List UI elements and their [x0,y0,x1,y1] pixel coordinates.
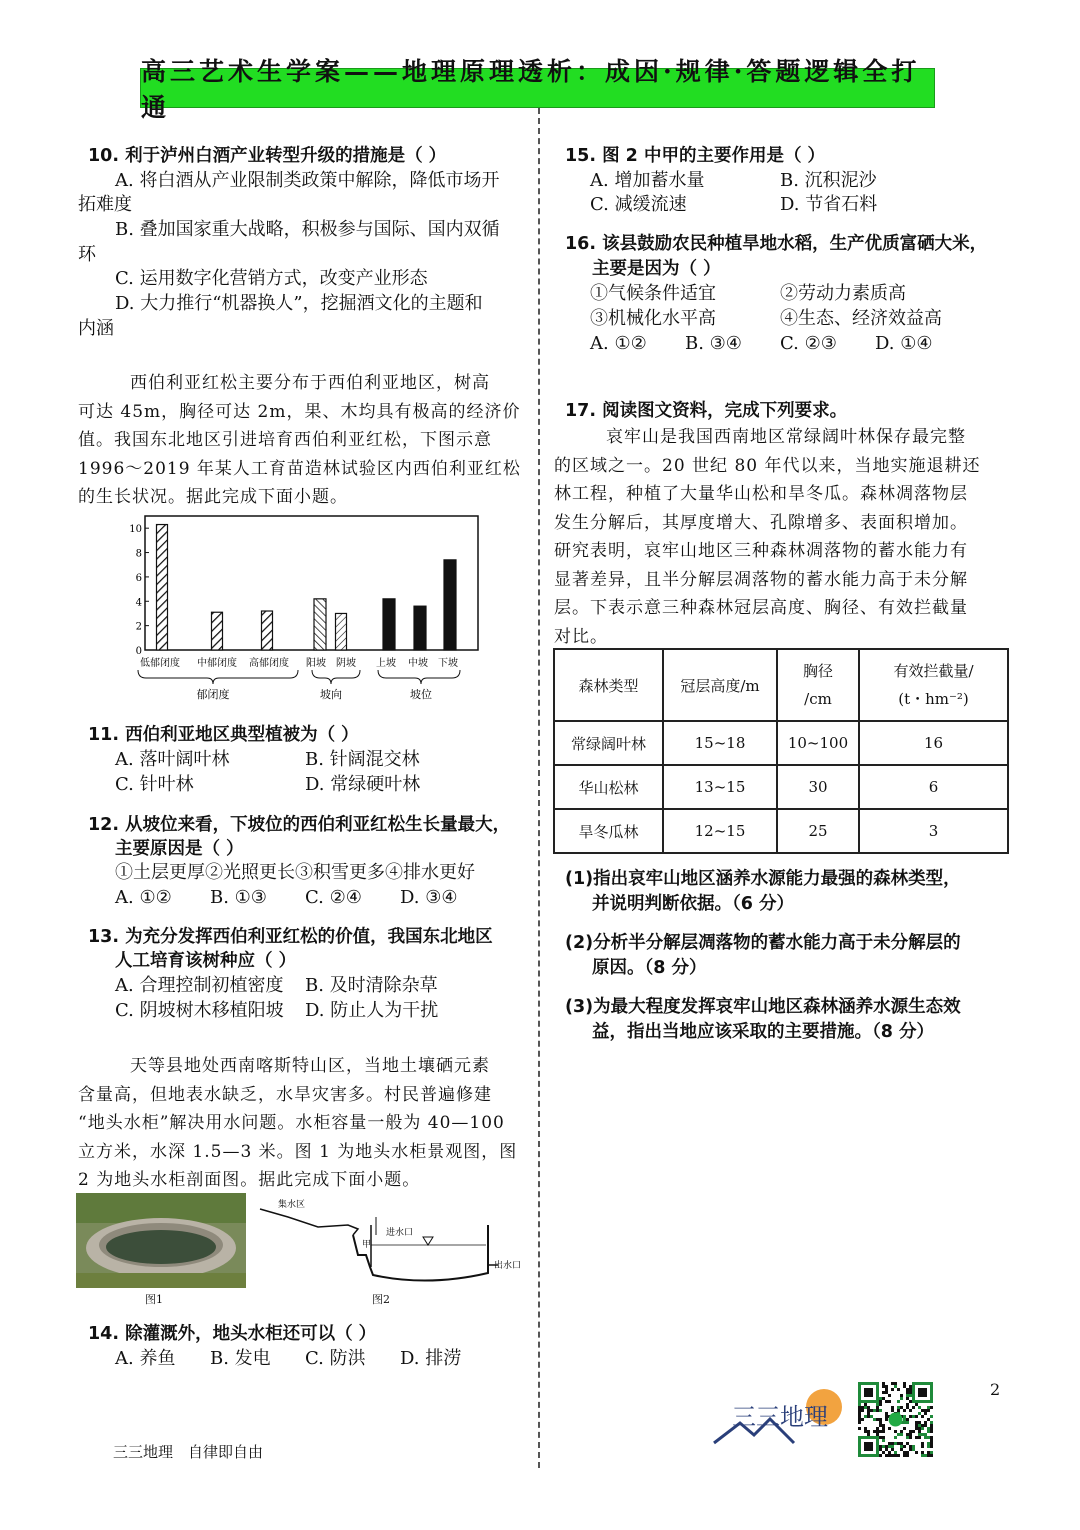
passage-water-tank: 天等县地处西南喀斯特山区，当地土壤硒元素 含量高，但地表水缺乏，水旱灾害多。村民普遍修建 “地头水柜”解决用水问题。水柜容量一般为 40—100 立方米，水深 1.5—3 米。图 1 为地头水柜景观图，图 2 为地头水柜剖面图。据此完成下面小题。 [78,1056,518,1190]
q13-option-b: B. 及时清除杂草 [305,975,438,996]
footer-slogan: 三三地理 自律即自由 [113,1443,264,1461]
y-tick-label: 6 [135,572,142,584]
water-tank-photo [76,1193,246,1288]
q12-stem: 12. 从坡位来看，下坡位的西伯利亚红松生长量最大， [88,815,511,835]
group-brace [378,670,460,684]
q11-option-a: A. 落叶阔叶林 [115,749,230,770]
q11-option-b: B. 针阔混交林 [305,749,420,770]
q14-option-a: A. 养鱼 [115,1348,176,1369]
column-divider [538,108,540,1468]
q12-option-a: A. ①② [115,887,172,908]
x-tick-label: 中坡 [408,658,428,669]
q10-option-d2: 内涵 [78,318,114,339]
q17-part2: (2)分析半分解层凋落物的蓄水能力高于未分解层的 原因。（8 分） [565,933,961,978]
q16-item-2: ②劳动力素质高 [780,283,906,304]
q10-option-a1: A. 将白酒从产业限制类政策中解除，降低市场开 [115,170,500,191]
bar-阳坡 [314,599,326,650]
q16-stem: 16. 该县鼓励农民种植旱地水稻，生产优质富硒大米， [565,234,988,254]
q15-option-b: B. 沉积泥沙 [780,170,877,191]
bar-阴坡 [336,613,347,650]
q16-option-c: C. ②③ [780,333,837,354]
q16-option-b: B. ③④ [685,333,742,354]
q14-option-d: D. 排涝 [400,1348,462,1369]
q15-option-a: A. 增加蓄水量 [590,170,705,191]
q14-stem: 14. 除灌溉外，地头水柜还可以（ ） [88,1324,377,1344]
y-tick-label: 10 [129,524,142,536]
q11-stem: 11. 西伯利亚地区典型植被为（ ） [88,725,359,745]
q12-option-d: D. ③④ [400,887,458,908]
q15-option-d: D. 节省石料 [780,194,878,215]
q16-item-4: ④生态、经济效益高 [780,308,942,329]
bar-中坡 [414,606,426,650]
fig2-jia-label: 甲 [362,1240,372,1250]
group-label: 郁闭度 [196,688,230,701]
group-brace [312,670,360,684]
pine-growth-chart [120,510,490,710]
q12-option-b: B. ①③ [210,887,267,908]
q17-part1: (1)指出哀牢山地区涵养水源能力最强的森林类型， 并说明判断依据。（6 分） [565,869,961,914]
table-row: 常绿阔叶林 15~18 10~100 16 [554,721,1008,765]
q16-option-a: A. ①② [590,333,647,354]
q13-option-a: A. 合理控制初植密度 [115,975,284,996]
sansan-logo [712,1385,847,1455]
q10-stem: 10. 利于泸州白酒产业转型升级的措施是（ ） [88,146,447,166]
bar-低郁闭度 [157,525,168,650]
q12-option-c: C. ②④ [305,887,362,908]
table-header: 森林类型 [554,649,663,721]
q12-items: ①土层更厚②光照更长③积雪更多④排水更好 [115,862,475,883]
bar-高郁闭度 [262,611,273,650]
q10-option-b1: B. 叠加国家重大战略，积极参与国际、国内双循 [115,219,500,240]
bar-下坡 [444,560,456,650]
fig2-label: 图2 [372,1293,390,1306]
q17-part3: (3)为最大程度发挥哀牢山地区森林涵养水源生态效 益，指出当地应该采取的主要措施。（8 分） [565,997,961,1042]
y-tick-label: 4 [135,597,142,609]
table-header: 冠层高度/m [663,649,777,721]
y-tick-label: 0 [135,646,142,657]
q10-option-a2: 拓难度 [78,194,132,215]
passage-pine: 西伯利亚红松主要分布于西伯利亚地区，树高 可达 45m，胸径可达 2m，果、木均具有极高的经济价 值。我国东北地区引进培育西伯利亚红松，下图示意 1996～2019 年某人工育苗造林试验区内西伯利亚红松 的生长状况。据此完成下面小题。 [78,373,521,507]
bar-中郁闭度 [212,612,223,650]
page-banner: 高三艺术生学案——地理原理透析：成因·规律·答题逻辑全打通 [140,68,935,108]
group-label: 坡向 [320,688,342,701]
q16-option-d: D. ①④ [875,333,933,354]
q11-option-c: C. 针叶林 [115,774,194,795]
x-tick-label: 下坡 [438,658,458,669]
table-header: 有效拦截量/ (t・hm⁻²) [859,649,1008,721]
q10-option-c: C. 运用数字化营销方式，改变产业形态 [115,268,428,289]
q15-stem: 15. 图 2 中甲的主要作用是（ ） [565,146,826,166]
q16-item-1: ①气候条件适宜 [590,283,716,304]
q12-stem-2: 主要原因是（ ） [115,839,244,859]
x-tick-label: 阳坡 [306,658,326,669]
page-number: 2 [990,1380,1001,1399]
x-tick-label: 高郁闭度 [249,658,289,669]
q16-item-3: ③机械化水平高 [590,308,716,329]
bar-上坡 [383,599,395,650]
table-row: 旱冬瓜林 12~15 25 3 [554,809,1008,853]
q10-option-b2: 环 [78,244,96,265]
forest-table [553,648,1009,854]
fig2-inlet-label: 进水口 [386,1228,414,1238]
water-tank-cross-section [258,1195,538,1290]
x-tick-label: 阴坡 [336,658,356,669]
table-row: 华山松林 13~15 30 6 [554,765,1008,809]
group-label: 坡位 [410,688,432,701]
chart-frame [145,516,478,650]
y-tick-label: 8 [135,548,142,560]
group-brace [138,670,298,684]
qr-code [858,1382,933,1457]
q13-option-c: C. 阴坡树木移植阳坡 [115,1000,284,1021]
q14-option-b: B. 发电 [210,1348,271,1369]
q17-stem: 17. 阅读图文资料，完成下列要求。 [565,401,848,421]
q15-option-c: C. 减缓流速 [590,194,687,215]
q10-option-d1: D. 大力推行“机器换人”，挖掘酒文化的主题和 [115,293,483,314]
q13-option-d: D. 防止人为干扰 [305,1000,439,1021]
table-header-row [554,649,1008,721]
q16-stem-2: 主要是因为（ ） [592,259,721,279]
logo-text: 三三地理 [732,1403,828,1431]
q14-option-c: C. 防洪 [305,1348,366,1369]
q13-stem: 13. 为充分发挥西伯利亚红松的价值，我国东北地区 [88,927,493,947]
x-tick-label: 中郁闭度 [197,658,237,669]
fig1-label: 图1 [145,1293,163,1306]
table-header: 胸径 /cm [777,649,859,721]
y-tick-label: 2 [135,621,142,633]
fig2-collect-label: 集水区 [278,1200,306,1210]
q13-stem-2: 人工培育该树种应（ ） [115,951,297,971]
x-tick-label: 上坡 [376,658,396,669]
fig2-outlet-label: 出水口 [494,1261,522,1271]
passage-ailao: 哀牢山是我国西南地区常绿阔叶林保存最完整 的区域之一。20 世纪 80 年代以来，当地实施退耕还 林工程，种植了大量华山松和旱冬瓜。森林凋落物层 发生分解后，其厚度增大、孔隙增多、表面积增加。 研究表明，哀牢山地区三种森林凋落物的蓄水能力有 显著差异，且半分解层凋落物的蓄水能力高于未分解 层。下表示意三种森林冠层高度、胸径、有效拦截量 对比。 [554,427,981,647]
q11-option-d: D. 常绿硬叶林 [305,774,421,795]
x-tick-label: 低郁闭度 [140,658,180,669]
